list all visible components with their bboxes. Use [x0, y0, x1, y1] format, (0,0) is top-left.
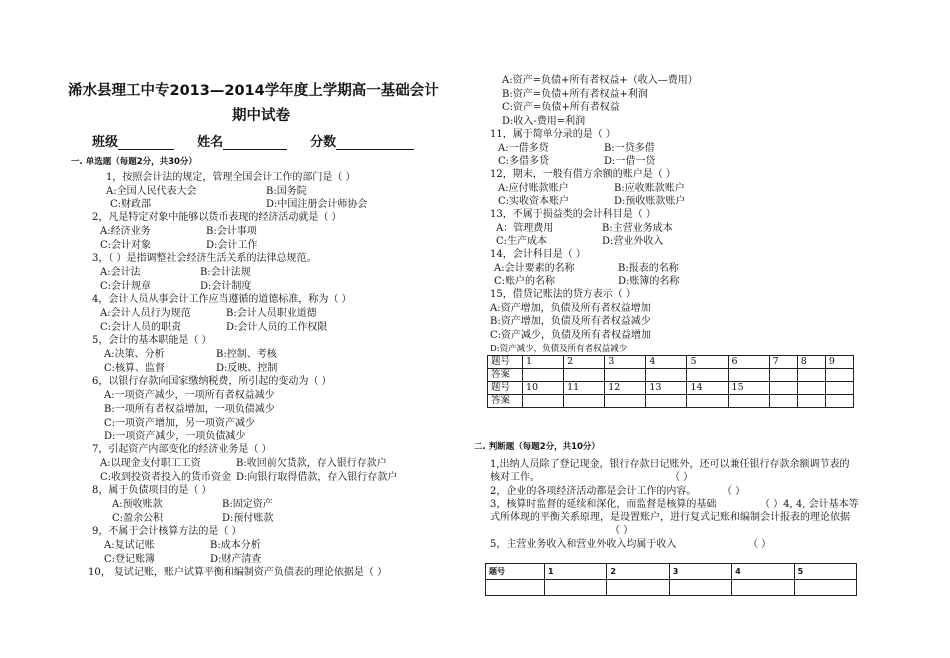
table-cell: 题号 [486, 564, 545, 580]
q10-option-d: D:收入-费用=利润 [502, 116, 586, 127]
q2-option-d: D:会计工作 [206, 240, 258, 251]
q13-option-a: A：管理费用 [496, 223, 554, 234]
table-cell: 5 [687, 356, 728, 369]
table-cell: 13 [646, 382, 687, 395]
q7-option-b: B:收回前欠货款，存入银行存款户 [236, 458, 387, 469]
q13: 13，不属于损益类的会计科目是（ ） [490, 209, 656, 220]
answer-cell[interactable] [646, 369, 687, 382]
table-cell: 7 [769, 356, 797, 369]
table-cell: 12 [605, 382, 646, 395]
judge-2: 2，企业的各项经济活动都是会计工作的内容。 [490, 486, 697, 497]
table-cell: 题号 [488, 356, 523, 369]
answer-cell[interactable] [564, 369, 605, 382]
judge-5: 5，主营业务收入和营业外收入均属于收入 [490, 539, 677, 550]
answer-cell[interactable] [732, 580, 794, 596]
answer-cell[interactable] [669, 580, 731, 596]
q8-option-d: D:预付账款 [222, 513, 274, 524]
answer-cell[interactable] [523, 369, 564, 382]
q9: 9，不属于会计核算方法的是（ ） [92, 526, 242, 537]
q6: 6，以银行存款向国家缴纳税费，所引起的变动为（ ） [92, 376, 332, 387]
table-cell: 6 [728, 356, 769, 369]
judge-3-paren[interactable]: （ ）4, 4, 会计基本等 [760, 499, 859, 510]
q1-option-a: A:全国人民代表大会 [106, 186, 197, 197]
table-row [486, 564, 857, 580]
q2-option-b: B:会计事项 [206, 226, 257, 237]
q15-option-b: B:资产增加，负债及所有者权益减少 [490, 316, 651, 327]
answer-cell[interactable] [564, 395, 605, 408]
answer-cell[interactable] [797, 369, 825, 382]
q11-option-a: A:一借多贷 [498, 143, 549, 154]
class-blank[interactable] [118, 137, 174, 150]
table-cell: 3 [605, 356, 646, 369]
answer-cell[interactable] [769, 369, 797, 382]
q14-option-d: D:账簿的名称 [618, 276, 680, 287]
q11-option-c: C:多借多贷 [498, 156, 550, 167]
table-row [488, 369, 854, 382]
q15-option-d: D:资产减少，负债及所有者权益减少 [490, 344, 628, 354]
table-cell: 3 [669, 564, 731, 580]
q3-option-d: D:会计制度 [200, 281, 252, 292]
table-cell: 4 [732, 564, 794, 580]
q12-option-d: D:预收账款账户 [614, 196, 686, 207]
q2: 2，凡是特定对象中能够以货币表现的经济活动就是（ ） [92, 212, 342, 223]
table-cell: 4 [646, 356, 687, 369]
judge-2-paren[interactable]: （ ） [722, 486, 746, 497]
q4: 4，会计人员从事会计工作应当遵循的道德标准，称为（ ） [92, 294, 352, 305]
q13-option-b: B:主营业务成本 [602, 223, 673, 234]
q7-option-a: A:以现金支付职工工资 [100, 458, 201, 469]
answer-cell[interactable] [607, 580, 669, 596]
judge-1-paren[interactable]: （ ） [670, 472, 694, 483]
judge-5-paren[interactable]: （ ） [748, 539, 772, 550]
q2-option-a: A:经济业务 [100, 226, 151, 237]
judge-3: 3，核算时监督的延续和深化，而监督是核算的基础 [490, 499, 717, 510]
table-cell [825, 395, 853, 408]
table-cell: 2 [607, 564, 669, 580]
table-cell [825, 382, 853, 395]
q9-option-c: C:登记账簿 [104, 554, 156, 565]
table-row [486, 580, 857, 596]
q14: 14，会计科目是（ ） [490, 249, 586, 260]
q3: 3，（ ）是指调整社会经济生活关系的法律总规范。 [92, 253, 317, 264]
q12-option-c: C:实收资本账户 [498, 196, 570, 207]
table-cell [486, 580, 545, 596]
q7-option-c: C:收到投资者投入的货币资金 [100, 472, 232, 483]
judge-1-cont: 核对工作。 [490, 472, 540, 483]
score-blank[interactable] [336, 137, 414, 150]
q14-option-c: C:账户的名称 [494, 276, 556, 287]
q5-option-d: D:反映、控制 [216, 363, 278, 374]
judge-4-paren[interactable]: （ ） [610, 525, 634, 536]
q15-option-c: C:资产减少，负债及所有者权益增加 [490, 330, 652, 341]
q9-option-d: D:财产清查 [210, 554, 262, 565]
q9-option-a: A:复试记账 [104, 540, 155, 551]
judge-4: 式所体现的平衡关系原理，是设置账户，进行复式记账和编制会计报表的理论依据 [490, 512, 850, 523]
q5-option-b: B:控制、考核 [216, 349, 277, 360]
table-cell: 5 [794, 564, 856, 580]
q12: 12，期末，一般有借方余额的账户是（ ） [490, 169, 676, 180]
q3-option-c: C:会计规章 [100, 281, 152, 292]
q14-option-a: A:会计要素的名称 [494, 263, 575, 274]
q6-option-c: C:一项资产增加，另一项资产减少 [104, 418, 256, 429]
q3-option-a: A:会计法 [100, 267, 141, 278]
answer-cell[interactable] [687, 369, 728, 382]
q13-option-d: D:营业外收入 [602, 236, 664, 247]
q8-option-b: B:固定资产 [222, 499, 273, 510]
table-cell: 2 [564, 356, 605, 369]
table-cell: 15 [728, 382, 769, 395]
answer-cell[interactable] [605, 369, 646, 382]
q12-option-b: B:应收账款账户 [614, 183, 685, 194]
q7-option-d: D:向银行取得借款，存入银行存款户 [236, 472, 398, 483]
q5: 5，会计的基本职能是（ ） [92, 335, 212, 346]
table-row [488, 382, 854, 395]
q2-option-c: C:会计对象 [100, 240, 152, 251]
q11-option-b: B:一贷多借 [604, 143, 655, 154]
q7: 7，引起资产内部变化的经济业务是（ ） [92, 444, 272, 455]
q4-option-b: B:会计人员职业道德 [226, 308, 317, 319]
class-label: 班级 [92, 135, 119, 150]
q6-option-d: D:一项资产减少，一项负债减少 [104, 431, 246, 442]
q10-option-a: A:资产=负债+所有者权益+（收入—费用） [502, 75, 698, 86]
answer-cell[interactable] [728, 395, 769, 408]
name-label: 姓名 [197, 135, 224, 150]
answer-cell[interactable] [825, 369, 853, 382]
table-cell: 答案 [488, 369, 523, 382]
q5-option-a: A:决策、分析 [104, 349, 165, 360]
q14-option-b: B:报表的名称 [618, 263, 679, 274]
q5-option-c: C:核算、监督 [104, 363, 166, 374]
exam-title-line2: 期中试卷 [232, 108, 290, 124]
answer-cell[interactable] [523, 395, 564, 408]
q11: 11，属于简单分录的是（ ） [490, 129, 616, 140]
q10: 10， 复试记账，账户试算平衡和编制资产负债表的理论依据是（ ） [88, 567, 388, 578]
info-line [92, 131, 414, 150]
table-cell [797, 382, 825, 395]
name-blank[interactable] [223, 137, 287, 150]
q1-option-c: C:财政部 [110, 199, 152, 210]
table-cell: 答案 [488, 395, 523, 408]
table-row [488, 395, 854, 408]
q12-option-a: A:应付账款账户 [498, 183, 569, 194]
q4-option-c: C:会计人员的职责 [100, 322, 182, 333]
q8: 8，属于负债项目的是（ ） [92, 485, 212, 496]
table-cell [769, 395, 797, 408]
answer-cell[interactable] [728, 369, 769, 382]
q6-option-b: B:一项所有者权益增加，一项负债减少 [104, 404, 275, 415]
answer-cell[interactable] [794, 580, 856, 596]
exam-title-line1: 浠水县理工中专2013—2014学年度上学期高一基础会计 [68, 83, 439, 99]
score-label: 分数 [310, 135, 337, 150]
q10-option-b: B:资产=负债+所有者权益+利润 [502, 89, 648, 100]
q1-option-b: B:国务院 [266, 186, 307, 197]
answer-cell[interactable] [545, 580, 607, 596]
q4-option-a: A:会计人员行为规范 [100, 308, 191, 319]
table-cell: 11 [564, 382, 605, 395]
table-cell: 8 [797, 356, 825, 369]
table-cell: 14 [687, 382, 728, 395]
answer-table-2 [485, 563, 857, 596]
answer-cell[interactable] [646, 395, 687, 408]
table-cell: 10 [523, 382, 564, 395]
q8-option-a: A:预收账款 [112, 499, 163, 510]
q1-option-d: D:中国注册会计师协会 [266, 199, 368, 210]
table-cell [769, 382, 797, 395]
q1: 1，按照会计法的规定，管理全国会计工作的部门是（ ） [106, 172, 356, 183]
answer-cell[interactable] [605, 395, 646, 408]
table-cell: 9 [825, 356, 853, 369]
judge-1: 1,出纳人员除了登记现金，银行存款日记账外，还可以兼任银行存款余额调节表的 [490, 459, 850, 470]
answer-cell[interactable] [687, 395, 728, 408]
q15-option-a: A:资产增加，负债及所有者权益增加 [490, 303, 651, 314]
q8-option-c: C:盈余公积 [112, 513, 164, 524]
q3-option-b: B:会计法规 [200, 267, 251, 278]
answer-table-1 [487, 355, 854, 408]
q11-option-d: D:一借一贷 [604, 156, 656, 167]
q13-option-c: C:生产成本 [496, 236, 548, 247]
section2-heading: 二. 判断题（每题2分，共10分） [474, 442, 600, 452]
table-cell: 题号 [488, 382, 523, 395]
q6-option-a: A:一项资产减少，一项所有者权益减少 [104, 390, 275, 401]
q4-option-d: D:会计人员的工作权限 [226, 322, 328, 333]
q10-option-c: C:资产=负债+所有者权益 [502, 102, 620, 113]
section1-heading: 一. 单选题（每题2分，共30分） [71, 157, 197, 167]
q15: 15，借贷记账法的贷方表示（ ） [490, 289, 636, 300]
q9-option-b: B:成本分析 [210, 540, 261, 551]
table-cell: 1 [545, 564, 607, 580]
table-cell: 1 [523, 356, 564, 369]
table-row [488, 356, 854, 369]
table-cell [797, 395, 825, 408]
